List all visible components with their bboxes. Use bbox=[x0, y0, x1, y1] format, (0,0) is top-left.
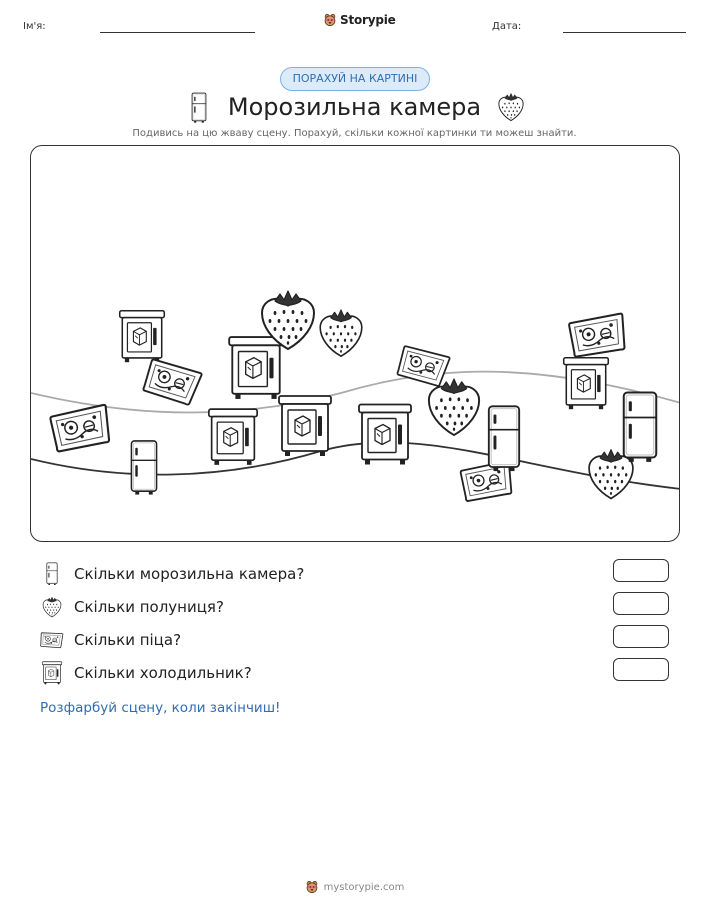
storypie-logo-icon bbox=[305, 880, 319, 894]
strawberry-icon bbox=[320, 310, 362, 356]
freezer-icon bbox=[279, 396, 331, 456]
question-row-4 bbox=[40, 660, 252, 686]
scene-illustration bbox=[31, 146, 680, 542]
answer-box-4[interactable] bbox=[613, 658, 669, 681]
question-row-2 bbox=[40, 594, 224, 620]
question-text: Скільки холодильник? bbox=[74, 664, 252, 682]
footer bbox=[0, 880, 709, 894]
date-field[interactable] bbox=[563, 32, 686, 33]
answer-box-3[interactable] bbox=[613, 625, 669, 648]
question-row-1 bbox=[40, 561, 304, 587]
fridge-icon bbox=[624, 393, 657, 462]
freezer-icon bbox=[209, 409, 257, 465]
freezer-icon bbox=[359, 405, 411, 465]
pizza-icon bbox=[567, 311, 630, 360]
fridge-icon bbox=[131, 441, 156, 495]
footer-url[interactable]: mystorypie.com bbox=[323, 881, 405, 893]
date-label: Дата: bbox=[492, 21, 522, 32]
foreground-hill-line bbox=[31, 442, 680, 489]
activity-badge: ПОРАХУЙ НА КАРТИНІ bbox=[280, 67, 430, 91]
storypie-logo bbox=[323, 13, 396, 27]
question-row-3 bbox=[40, 627, 181, 653]
freezer-icon bbox=[40, 661, 64, 685]
freezer-icon bbox=[564, 358, 609, 409]
question-text: Скільки полуниця? bbox=[74, 598, 224, 616]
pizza-icon bbox=[142, 359, 202, 406]
freezer-icon bbox=[229, 337, 283, 399]
strawberry-icon bbox=[40, 595, 64, 619]
pizza-icon bbox=[40, 628, 64, 652]
pizza-icon bbox=[397, 346, 451, 388]
fridge-icon bbox=[489, 406, 519, 471]
storypie-logo-icon bbox=[323, 13, 337, 27]
pizza-icon bbox=[49, 402, 115, 455]
name-label: Ім'я: bbox=[23, 21, 46, 32]
counting-scene[interactable] bbox=[30, 145, 680, 542]
strawberry-icon bbox=[497, 92, 525, 122]
fridge-icon bbox=[40, 562, 64, 586]
logo-text: Storypie bbox=[340, 13, 396, 27]
name-field[interactable] bbox=[100, 32, 255, 33]
instructions: Подивись на цю жваву сцену. Порахуй, скільки кожної картинки ти можеш знайти. bbox=[132, 128, 577, 139]
coloring-note: Розфарбуй сцену, коли закінчиш! bbox=[40, 700, 281, 716]
page-title: Морозильна камера bbox=[227, 93, 482, 121]
strawberry-icon bbox=[429, 379, 479, 435]
question-text: Скільки морозильна камера? bbox=[74, 565, 305, 583]
freezer-icon bbox=[120, 311, 165, 362]
answer-box-1[interactable] bbox=[613, 559, 669, 582]
answer-box-2[interactable] bbox=[613, 592, 669, 615]
question-text: Скільки піца? bbox=[74, 631, 182, 649]
